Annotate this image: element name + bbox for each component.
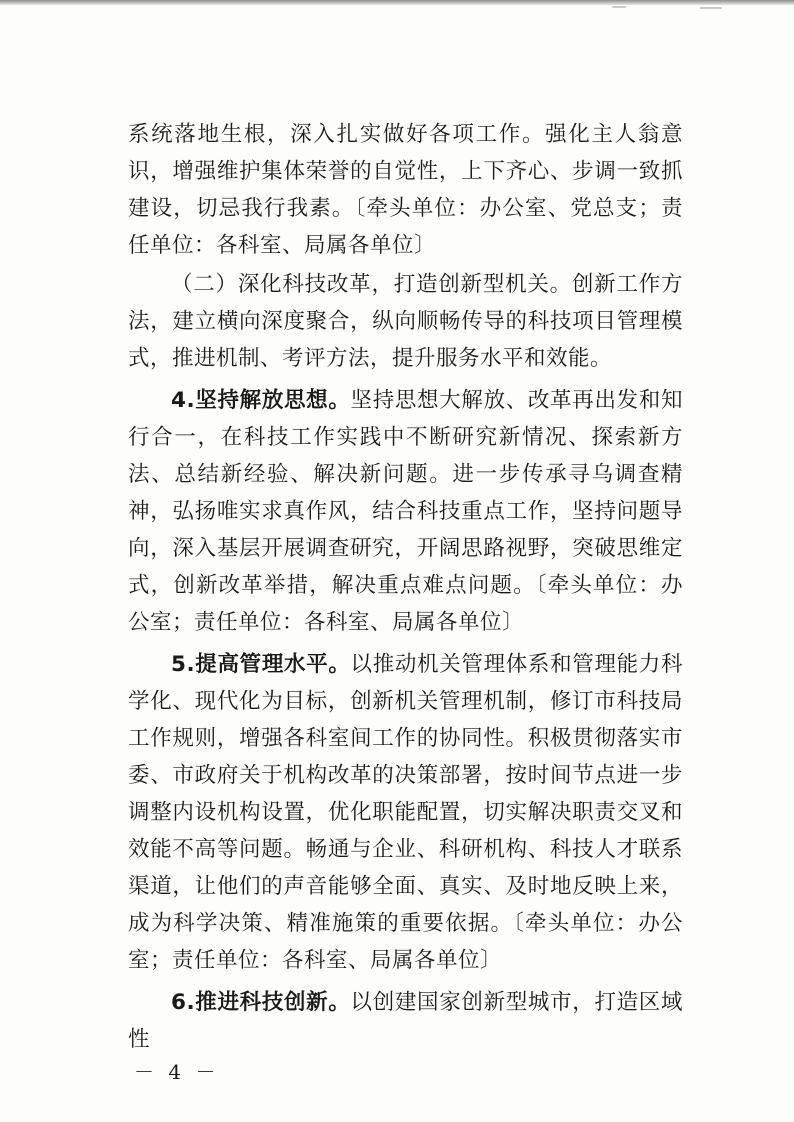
- item-heading: 4.坚持解放思想。: [171, 388, 351, 413]
- paragraph-item-6: [128, 984, 683, 1058]
- item-heading: 5.提高管理水平。: [171, 652, 351, 677]
- page-number: － 4 －: [134, 1060, 220, 1084]
- scan-speck: [700, 7, 722, 9]
- item-heading: 6.推进科技创新。: [171, 990, 351, 1015]
- paragraph-text: 以创建国家创新型城市，打造区域性: [128, 990, 683, 1052]
- paragraph-text: 系统落地生根，深入扎实做好各项工作。强化主人翁意识，增强维护集体荣誉的自觉性，上下齐心、步调一致抓建设，切忌我行我素。〔牵头单位：办公室、党总支；责任单位：各科室、局属各单位〕: [128, 122, 683, 258]
- paragraph-section-2: [128, 266, 683, 377]
- paragraph-text: 以推动机关管理体系和管理能力科学化、现代化为目标，创新机关管理机制，修订市科技局工作规则，增强各科室间工作的协同性。积极贯彻落实市委、市政府关于机构改革的决策部署，按时间节点进一步调整内设机构设置，优化职能配置，切实解决职责交叉和效能不高等问题。畅通与企业、科研机构、科技人才联系渠道，让他们的声音能够全面、真实、及时地反映上来，成为科学决策、精准施策的重要依据。〔牵头单位：办公室；责任单位：各科室、局属各单位〕: [128, 652, 683, 973]
- paragraph-text: （二）深化科技改革，打造创新型机关。创新工作方法，建立横向深度聚合，纵向顺畅传导的科技项目管理模式，推进机制、考评方法，提升服务水平和效能。: [128, 272, 683, 371]
- paragraph-item-5: [128, 646, 683, 979]
- paragraph-continuation: [128, 116, 683, 264]
- paragraph-item-4: [128, 382, 683, 641]
- scan-speck: [612, 6, 626, 8]
- body-text: [128, 116, 683, 1058]
- scan-top-edge: [0, 0, 794, 5]
- paragraph-text: 坚持思想大解放、改革再出发和知行合一，在科技工作实践中不断研究新情况、探索新方法、总结新经验、解决新问题。进一步传承寻乌调查精神，弘扬唯实求真作风，结合科技重点工作，坚持问题导向，深入基层开展调查研究，开阔思路视野，突破思维定式，创新改革举措，解决重点难点问题。〔牵头单位：办公室；责任单位：各科室、局属各单位〕: [128, 388, 683, 635]
